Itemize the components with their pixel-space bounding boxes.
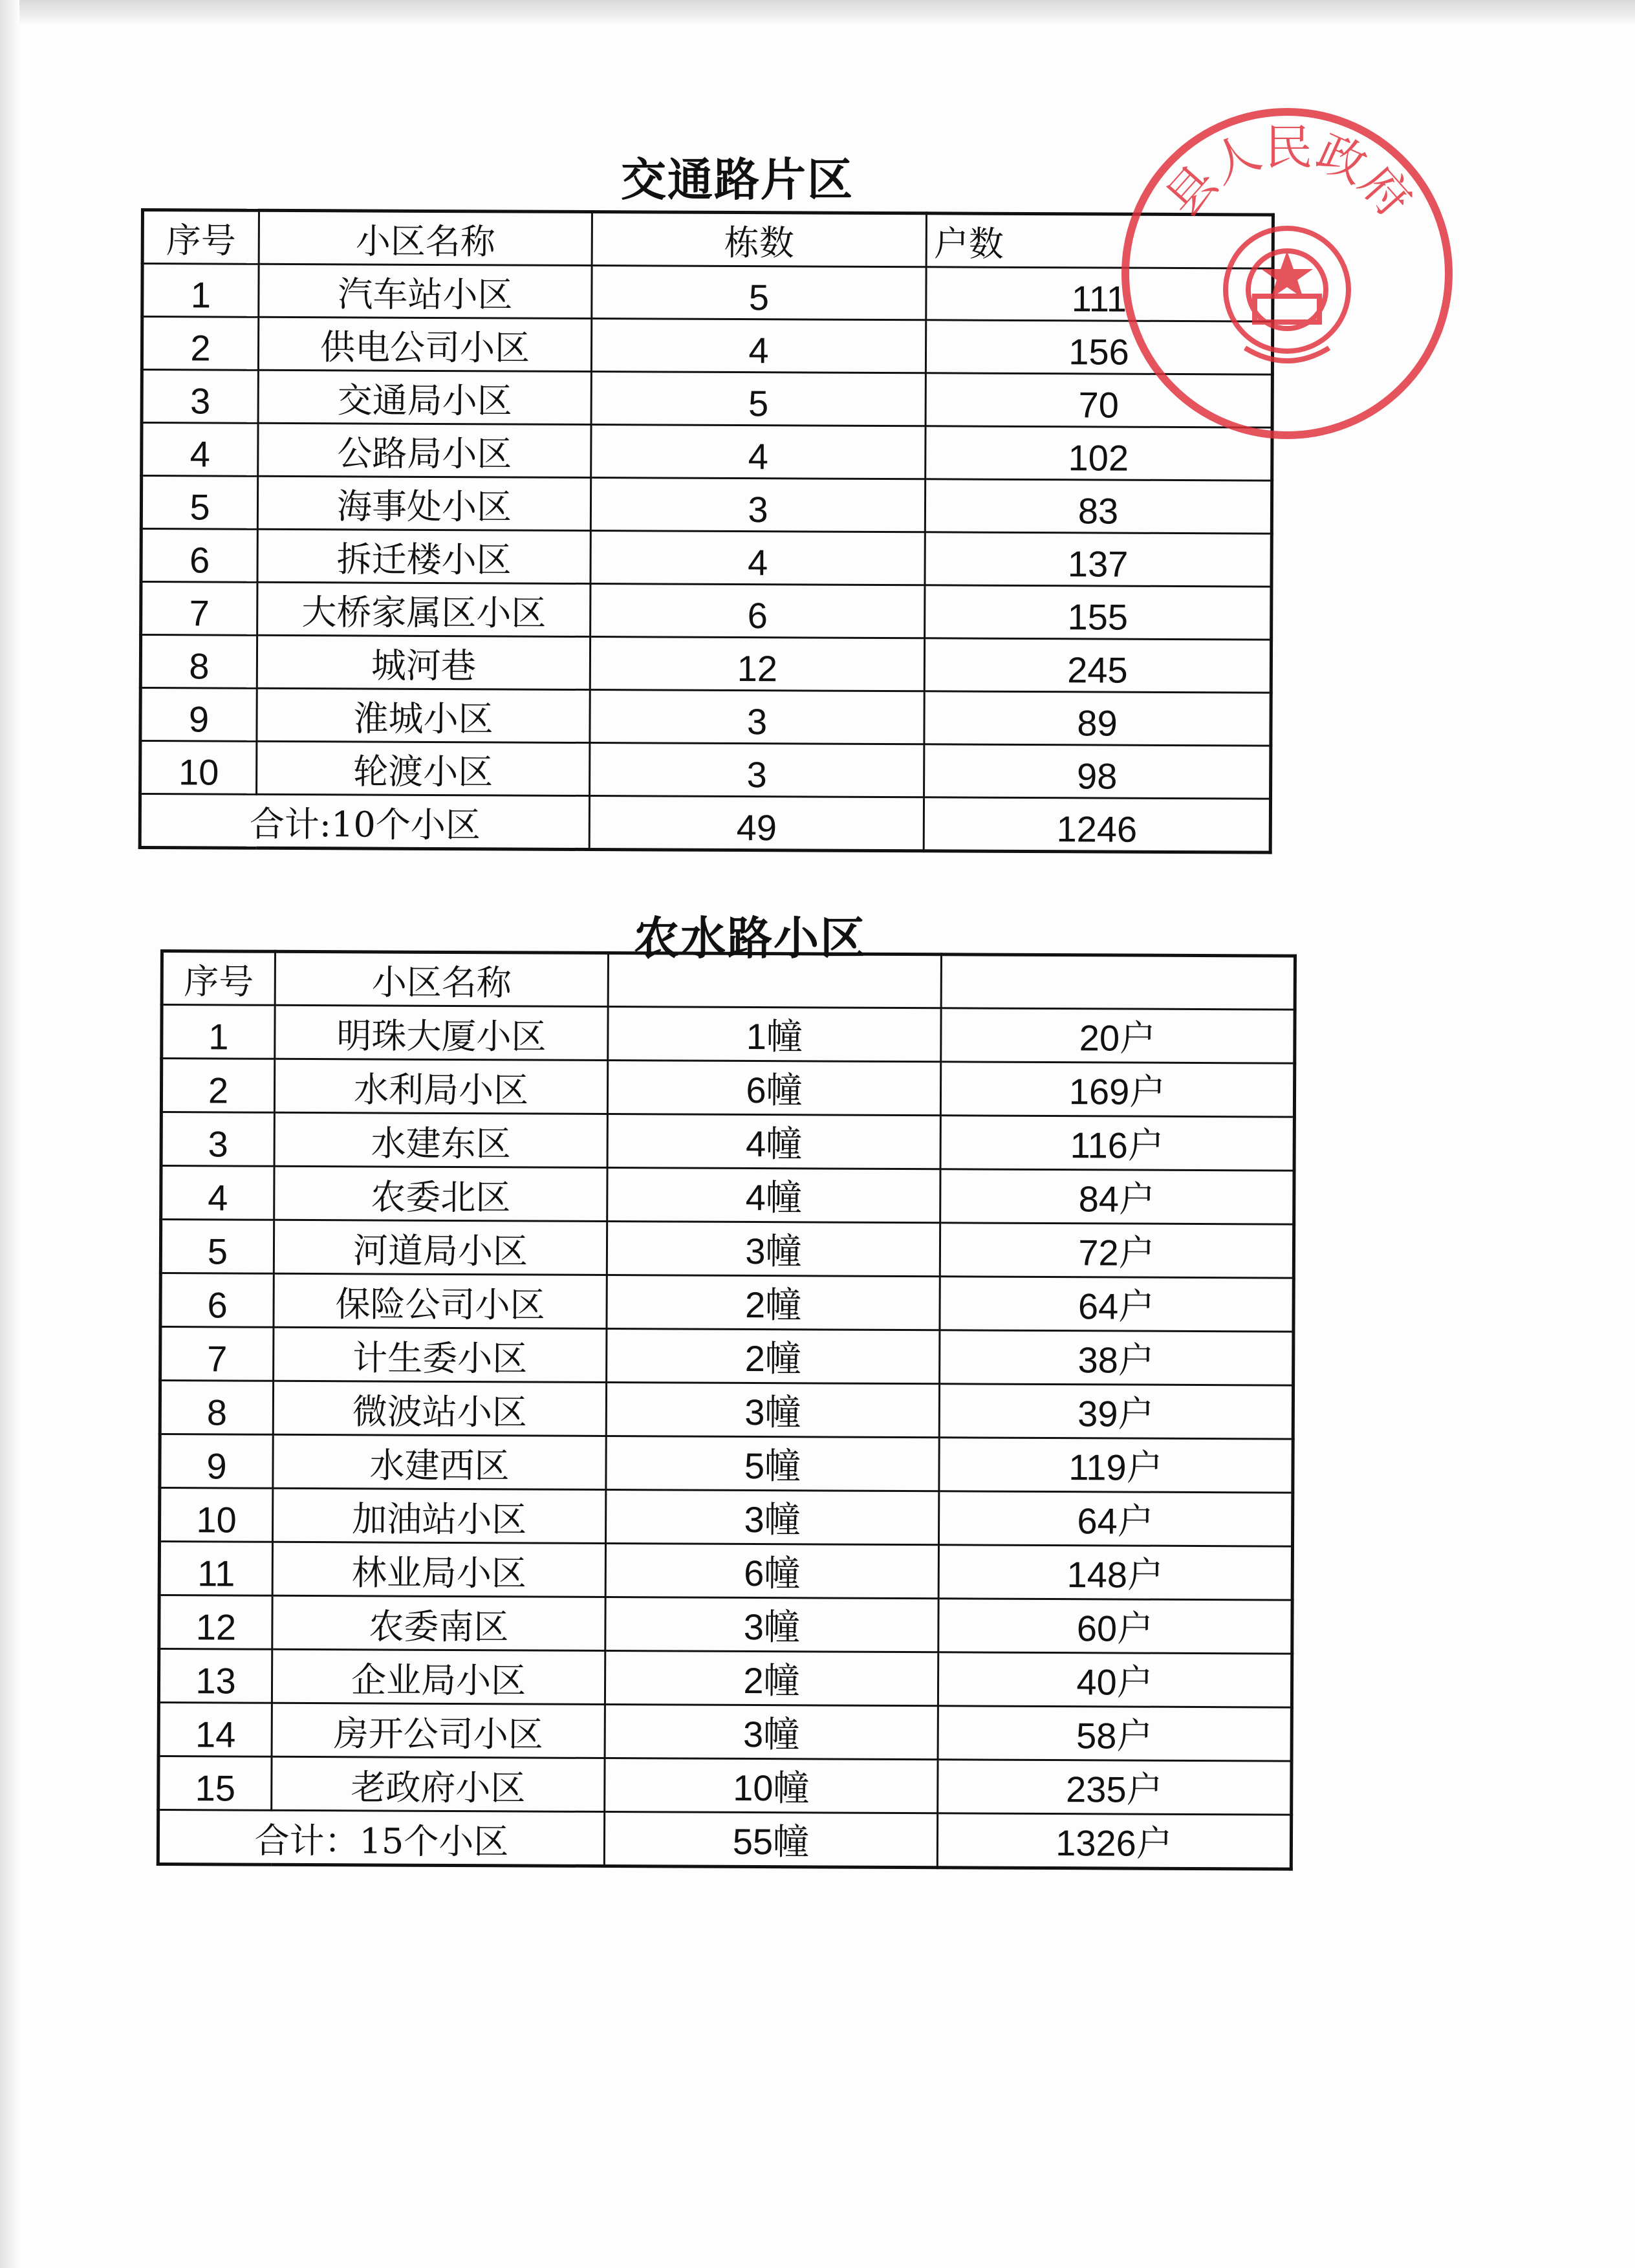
total-households: 1246 <box>924 797 1270 852</box>
cell-name: 水建东区 <box>274 1112 607 1167</box>
section1-title: 交通路片区 <box>621 153 854 206</box>
table-total-row <box>158 1809 1291 1869</box>
cell-name: 加油站小区 <box>273 1488 606 1543</box>
seal-emblem-icon <box>1226 228 1348 361</box>
cell-name: 大桥家属区小区 <box>257 582 590 636</box>
table-row <box>140 741 1271 799</box>
cell-buildings: 5幢 <box>606 1436 939 1491</box>
cell-no: 3 <box>161 1112 274 1167</box>
cell-no: 6 <box>160 1273 274 1328</box>
table-row <box>161 1166 1294 1225</box>
cell-buildings: 4 <box>591 425 926 479</box>
header-households: 户数 <box>926 213 1273 268</box>
cell-buildings: 3幢 <box>605 1490 938 1545</box>
cell-buildings: 10幢 <box>605 1758 938 1813</box>
table-row <box>142 423 1272 481</box>
cell-buildings: 3 <box>590 743 924 797</box>
table-row <box>161 1059 1294 1118</box>
cell-buildings: 3幢 <box>607 1222 940 1277</box>
header-buildings: 栋数 <box>592 212 926 267</box>
cell-name: 微波站小区 <box>273 1381 606 1436</box>
cell-name: 拆迁楼小区 <box>257 529 590 583</box>
cell-households: 116户 <box>940 1116 1294 1171</box>
header-buildings <box>608 953 941 1008</box>
cell-households: 60户 <box>938 1599 1292 1654</box>
section2-table <box>157 949 1297 1871</box>
total-buildings: 49 <box>589 796 924 851</box>
table-header-row <box>142 210 1273 269</box>
cell-no: 3 <box>142 370 258 424</box>
cell-households: 70 <box>926 373 1272 427</box>
cell-no: 10 <box>140 741 257 795</box>
table-row <box>142 370 1272 428</box>
section2-title: 农水路小区 <box>634 912 867 965</box>
cell-no: 10 <box>160 1488 273 1542</box>
cell-no: 1 <box>162 1005 275 1059</box>
cell-households: 38户 <box>940 1330 1294 1385</box>
cell-no: 7 <box>141 582 257 636</box>
cell-no: 4 <box>161 1166 274 1220</box>
cell-no: 9 <box>140 688 257 742</box>
cell-no: 13 <box>158 1649 272 1703</box>
cell-buildings: 3幢 <box>605 1705 938 1760</box>
cell-households: 84户 <box>940 1169 1294 1224</box>
cell-households: 72户 <box>940 1223 1294 1278</box>
cell-no: 8 <box>160 1381 273 1435</box>
total-label: 合计：15个小区 <box>158 1809 604 1866</box>
cell-households: 148户 <box>938 1545 1292 1600</box>
cell-no: 2 <box>161 1059 274 1113</box>
table-row <box>140 688 1271 746</box>
cell-households: 235户 <box>938 1760 1292 1815</box>
cell-households: 155 <box>925 585 1272 640</box>
cell-no: 7 <box>160 1327 274 1381</box>
table-row <box>160 1381 1293 1440</box>
scan-edge-top <box>0 0 1635 26</box>
cell-name: 房开公司小区 <box>272 1703 605 1758</box>
table-row <box>158 1702 1292 1761</box>
cell-buildings: 3幢 <box>606 1383 939 1438</box>
table-row <box>141 582 1272 640</box>
cell-buildings: 2幢 <box>605 1651 938 1706</box>
cell-buildings: 4幢 <box>607 1114 940 1169</box>
total-households: 1326户 <box>937 1813 1291 1869</box>
cell-no: 14 <box>158 1702 272 1756</box>
cell-households: 20户 <box>941 1008 1295 1063</box>
cell-households: 98 <box>924 744 1271 799</box>
official-seal <box>1116 102 1458 445</box>
cell-buildings: 5 <box>592 266 926 320</box>
header-households <box>941 955 1295 1010</box>
table-row <box>160 1488 1293 1547</box>
cell-households: 111 <box>926 267 1273 321</box>
cell-no: 1 <box>142 264 259 318</box>
cell-no: 6 <box>141 529 257 583</box>
table-total-row <box>140 794 1270 853</box>
cell-name: 农委北区 <box>274 1166 607 1221</box>
cell-name: 海事处小区 <box>257 476 590 530</box>
cell-no: 5 <box>141 476 257 530</box>
cell-households: 39户 <box>939 1384 1293 1439</box>
cell-no: 5 <box>160 1220 274 1274</box>
cell-buildings: 3 <box>590 690 924 744</box>
table-row <box>160 1434 1293 1493</box>
cell-households: 156 <box>926 320 1272 374</box>
table-row <box>159 1595 1292 1654</box>
scan-edge-left <box>0 0 19 2268</box>
table-row <box>140 635 1271 693</box>
table-row <box>141 476 1272 534</box>
cell-name: 城河巷 <box>257 635 590 689</box>
cell-buildings: 2幢 <box>607 1275 940 1330</box>
table-row <box>158 1649 1292 1708</box>
total-label: 合计:10个小区 <box>140 794 589 850</box>
cell-name: 交通局小区 <box>258 370 591 424</box>
cell-buildings: 3 <box>590 478 925 532</box>
cell-no: 4 <box>142 423 258 477</box>
header-no: 序号 <box>162 951 275 1006</box>
cell-buildings: 1幢 <box>608 1007 941 1062</box>
cell-households: 40户 <box>938 1652 1292 1707</box>
table-row <box>160 1327 1294 1386</box>
cell-households: 245 <box>924 638 1271 693</box>
header-no: 序号 <box>142 210 259 265</box>
cell-buildings: 6 <box>590 584 925 638</box>
section1-table <box>138 208 1275 854</box>
cell-no: 9 <box>160 1434 273 1489</box>
table-row <box>158 1756 1292 1815</box>
cell-no: 11 <box>159 1542 272 1596</box>
cell-buildings: 5 <box>591 372 926 426</box>
table-row <box>160 1220 1294 1279</box>
cell-name: 汽车站小区 <box>259 264 592 318</box>
table-row <box>161 1112 1294 1171</box>
table-row <box>142 317 1272 375</box>
cell-name: 公路局小区 <box>258 423 591 477</box>
table-row <box>159 1542 1292 1601</box>
table-row <box>160 1273 1294 1332</box>
cell-households: 119户 <box>939 1438 1293 1493</box>
header-name: 小区名称 <box>259 210 592 265</box>
cell-buildings: 4 <box>590 531 925 585</box>
cell-households: 83 <box>925 479 1272 534</box>
cell-name: 水建西区 <box>273 1434 606 1489</box>
cell-name: 明珠大厦小区 <box>275 1005 608 1060</box>
table-header-row <box>162 951 1295 1010</box>
cell-no: 15 <box>158 1756 272 1810</box>
cell-name: 淮城小区 <box>257 688 590 742</box>
cell-name: 老政府小区 <box>272 1756 605 1811</box>
cell-name: 企业局小区 <box>272 1649 605 1704</box>
cell-buildings: 4 <box>591 319 926 373</box>
cell-households: 102 <box>926 426 1272 481</box>
table-row <box>162 1005 1295 1064</box>
cell-buildings: 2幢 <box>607 1329 940 1384</box>
table-row <box>141 529 1272 587</box>
cell-buildings: 4幢 <box>607 1168 940 1223</box>
cell-households: 58户 <box>938 1706 1292 1761</box>
table-row <box>142 264 1273 322</box>
cell-name: 水利局小区 <box>274 1059 607 1114</box>
cell-households: 169户 <box>940 1062 1294 1117</box>
cell-buildings: 6幢 <box>607 1061 940 1116</box>
cell-name: 计生委小区 <box>274 1327 607 1382</box>
cell-name: 供电公司小区 <box>258 317 591 371</box>
cell-households: 89 <box>924 691 1271 746</box>
cell-no: 8 <box>140 635 257 689</box>
seal-text: 县人民政府 <box>1155 120 1422 228</box>
cell-name: 林业局小区 <box>272 1542 605 1597</box>
cell-buildings: 12 <box>590 637 924 691</box>
cell-name: 农委南区 <box>272 1595 605 1650</box>
cell-name: 河道局小区 <box>274 1220 607 1275</box>
cell-households: 64户 <box>938 1491 1292 1546</box>
cell-households: 137 <box>925 532 1272 587</box>
cell-name: 轮渡小区 <box>257 741 590 795</box>
cell-no: 2 <box>142 317 258 371</box>
cell-households: 64户 <box>940 1277 1294 1332</box>
cell-no: 12 <box>159 1595 272 1650</box>
cell-buildings: 6幢 <box>605 1544 938 1599</box>
header-name: 小区名称 <box>275 951 608 1006</box>
total-buildings: 55幢 <box>604 1812 937 1868</box>
cell-name: 保险公司小区 <box>274 1273 607 1328</box>
cell-buildings: 3幢 <box>605 1597 938 1652</box>
